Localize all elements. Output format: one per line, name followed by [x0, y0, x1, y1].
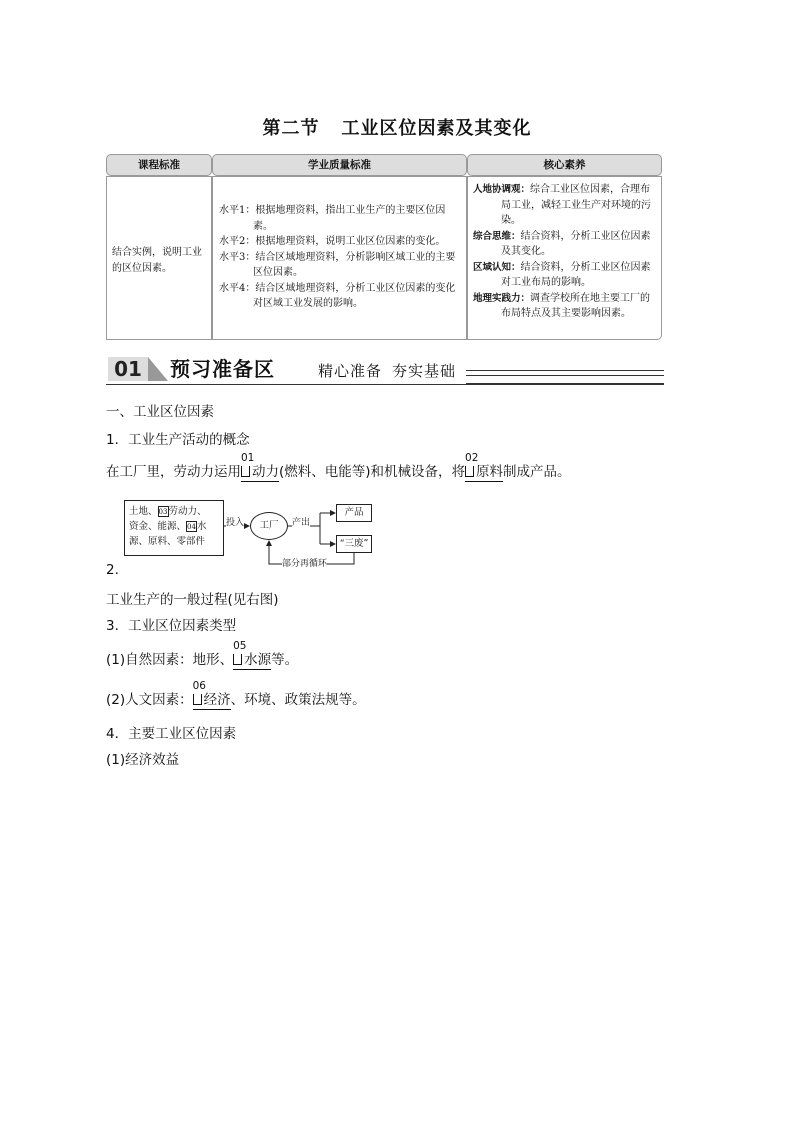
header-core-literacy: 核心素养 [467, 154, 662, 176]
literacy-item [473, 182, 658, 229]
core-literacy-cell [467, 176, 662, 340]
concept-paragraph: 在工厂里，劳动力运用 01 动力(燃料、电能等)和机械设备，将 02 原料制成产品。 [106, 452, 571, 480]
literacy-text: 结合资料，分析工业区位因素对工业布局的影响。 [501, 261, 651, 288]
quality-level-3: 水平3：结合区域地理资料，分析影响区域工业的主要区位因素。 [219, 251, 456, 278]
heading-industrial-location-factors: 一、工业区位因素 [106, 404, 214, 420]
quality-level-4: 水平4：结合区域地理资料，分析工业区位因素的变化对区域工业发展的影响。 [219, 282, 456, 309]
standards-table [106, 154, 662, 340]
process-description: 工业生产的一般过程(见右图) [106, 592, 279, 608]
literacy-item [473, 229, 658, 260]
answer-blank-06[interactable]: 06 经济 [192, 680, 231, 708]
production-flow-diagram [124, 498, 374, 568]
literacy-text: 结合资料，分析工业区位因素及其变化。 [501, 230, 651, 257]
heading-factor-types: 3．工业区位因素类型 [106, 618, 237, 634]
answer-blank-05[interactable]: 05 水源 [233, 640, 272, 668]
heading-production-concept: 1．工业生产活动的概念 [106, 432, 250, 448]
heading-process-number: 2. [106, 562, 119, 578]
quality-level-1: 水平1：根据地理资料，指出工业生产的主要区位因素。 [219, 205, 446, 232]
section-number: 第二节 [262, 118, 320, 139]
literacy-text: 综合工业区位因素，合理布局工业，减轻工业生产对环境的污染。 [501, 184, 651, 226]
product-box: 产品 [336, 504, 372, 522]
quality-standard-cell [212, 176, 467, 340]
quality-level-2: 水平2：根据地理资料，说明工业区位因素的变化。 [219, 236, 446, 247]
literacy-label: 人地协调观： [473, 184, 531, 195]
literacy-label: 区域认知： [473, 261, 521, 273]
factory-node: 工厂 [250, 512, 288, 540]
banner-number-badge: 01 [108, 357, 148, 381]
answer-blank-01[interactable]: 01 动力 [241, 452, 279, 480]
banner-subtitle: 精心准备 夯实基础 [318, 362, 457, 380]
blank-04-marker: 04 [187, 523, 196, 531]
arrow-label-input: 投入 [226, 515, 244, 528]
literacy-item [473, 291, 658, 322]
heading-main-factors: 4．主要工业区位因素 [106, 726, 237, 742]
waste-box: “三废” [336, 535, 372, 553]
natural-factors-line: (1)自然因素：地形、 05 水源等。 [106, 640, 299, 668]
section-banner [106, 352, 664, 386]
banner-base-line [106, 384, 664, 385]
course-standard-text: 结合实例，说明工业的区位因素。 [112, 247, 202, 274]
answer-blank-02[interactable]: 02 原料 [465, 452, 504, 480]
literacy-item [473, 260, 658, 291]
section-topic: 工业区位因素及其变化 [341, 118, 532, 139]
literacy-label: 综合思维： [473, 230, 521, 242]
literacy-label: 地理实践力： [473, 292, 531, 304]
banner-triangle-decoration [148, 357, 168, 381]
banner-title: 预习准备区 [170, 357, 275, 381]
production-inputs-box: 土地、03劳动力、 资金、能源、04水 源、原料、零部件 [124, 500, 224, 556]
course-standard-cell [106, 176, 212, 340]
human-factors-line: (2)人文因素： 06 经济、环境、政策法规等。 [106, 680, 366, 708]
literacy-text: 调查学校所在地主要工厂的布局特点及其主要影响因素。 [501, 292, 651, 319]
header-course-standard: 课程标准 [106, 154, 212, 176]
banner-rule-lines [466, 370, 664, 384]
page-title [0, 114, 794, 140]
arrow-label-output: 产出 [292, 515, 310, 528]
blank-03-marker: 03 [158, 508, 168, 516]
recycle-label: 部分再循环 [282, 556, 327, 569]
header-quality-standard: 学业质量标准 [212, 154, 467, 176]
economic-benefit-line: (1)经济效益 [106, 752, 180, 768]
